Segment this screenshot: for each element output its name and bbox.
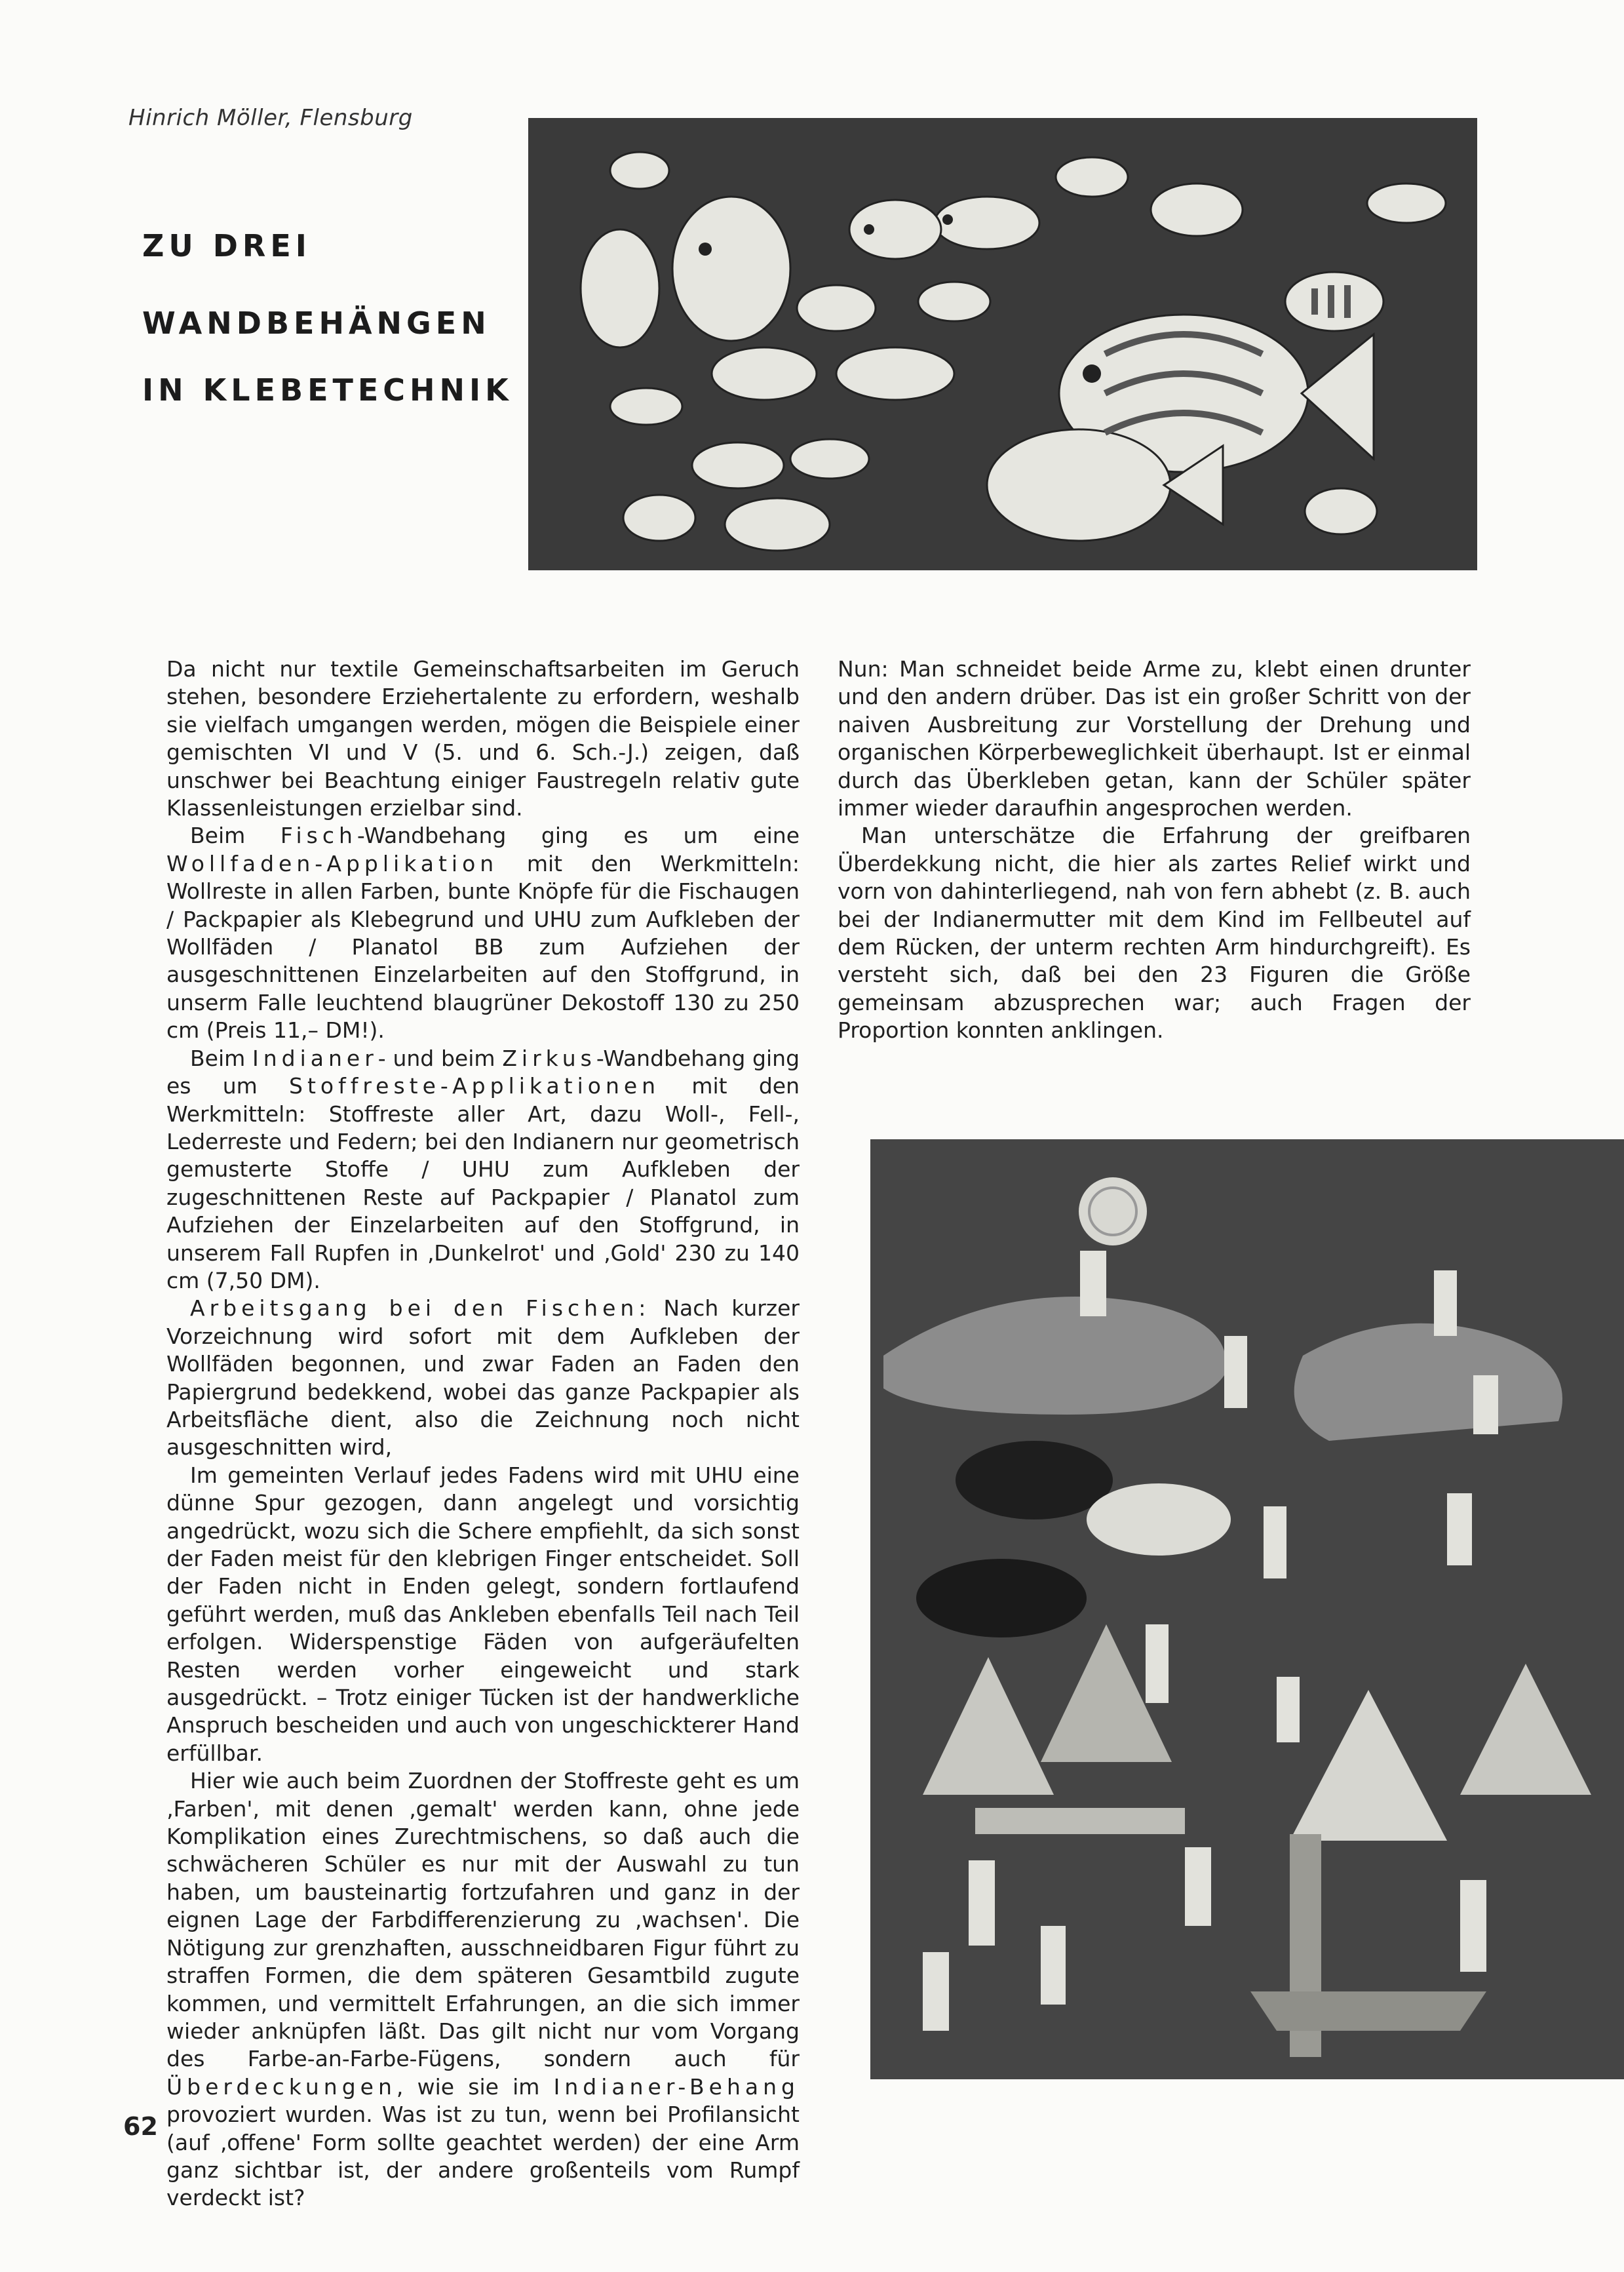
text-span: mit den Werkmitteln: Stoffreste aller Art, dazu Woll-, Fell-, Lederreste und Federn; bei den Indianern nur geometrisch gemusterte Stoffe / UHU zum Aufkleben der zugeschnittenen Reste auf Packpapier / Planatol zum Aufziehen der Einzelarbeiten auf den Stoffgrund, in unserem Fall Rupfen in ‚Dunkelrot' und ‚Gold' 230 zu 140 cm (7,50 DM). — [166, 1073, 800, 1293]
spaced-term: Arbeitsgang bei den Fischen: — [190, 1295, 651, 1322]
paragraph-work-process — [166, 1295, 800, 1461]
title-line-2: WANDBEHÄNGEN — [142, 305, 491, 341]
author-line: Hinrich Möller, Flensburg — [128, 105, 413, 131]
fish-wallhanging-photo — [528, 118, 1477, 570]
title-line-1: ZU DREI — [142, 228, 311, 264]
page-number: 62 — [123, 2112, 158, 2141]
text-span: provoziert wurden. Was ist zu tun, wenn bei Profilansicht (auf ‚offene' Form sollte geachtet werden) der eine Arm ganz sichtbar ist, der andere großenteils vom Rumpf verdeckt ist? — [166, 2102, 800, 2211]
text-span: -Wandbehang ging es um eine — [357, 823, 800, 849]
text-span: Hier wie auch beim Zuordnen der Stoffreste geht es um ‚Farben', mit denen ‚gemalt' werden kann, ohne jede Komplikation eines Zurechtmischens, so daß auch die schwächeren Schüler es nur mit der Auswahl zu tun haben, um bausteinartig fortzufahren und ganz in der eignen Lage der Farbdifferenzierung zu ‚wachsen'. Die Nötigung zur grenzhaften, ausschneidbaren Figur führt zu straffen Formen, die dem späteren Gesamtbild zugute kommen, und vermittelt Erfahrungen, an die sich immer wieder anknüpfen läßt. Das gilt nicht nur vom Vorgang des Farbe-an-Farbe-Fügens, sondern auch für — [166, 1768, 800, 2072]
text-span: , wie sie im — [396, 2073, 554, 2100]
spaced-term: Stoffreste-Applikationen — [289, 1073, 661, 1099]
paragraph-fish-materials — [166, 822, 800, 1044]
paragraph-arms: Nun: Man schneidet beide Arme zu, klebt einen drunter und den andern drüber. Das ist ein großer Schritt von der naiven Ausbreitung zur Vorstellung der Drehung und organischen Körperbeweglichkeit überhaupt. Ist er einmal durch das Überkleben getan, kann der Schüler später immer wieder daraufhin angesprochen werden. — [838, 656, 1471, 821]
paragraph-indian-circus-materials — [166, 1045, 800, 1295]
spaced-term: Indianer — [252, 1045, 378, 1071]
paragraph-intro: Da nicht nur textile Gemeinschaftsarbeiten im Geruch stehen, besondere Erziehertalente zu erfordern, weshalb sie vielfach umgangen werden, mögen die Beispiele einer gemischten VI und V (5. und 6. Sch.-J.) zeigen, daß unschwer bei Beachtung einiger Faustregeln relativ gute Klassenleistungen erzielbar sind. — [166, 656, 800, 821]
title-line-3: IN KLEBETECHNIK — [142, 372, 513, 408]
spaced-term: Zirkus — [502, 1045, 596, 1071]
text-span: mit den Werkmitteln: Wollreste in allen Farben, bunte Knöpfe für die Fischaugen / Packpapier als Klebegrund und UHU zum Aufkleben der Wollfäden / Planatol BB zum Aufziehen der ausgeschnittenen Einzelarbeiten auf den Stoffgrund, in unserm Falle leuchtend blaugrüner Dekostoff 130 zu 250 cm (Preis 11,– DM!). — [166, 850, 800, 1044]
indian-wallhanging-photo — [870, 1139, 1624, 2079]
spaced-term: Indianer-Behang — [553, 2073, 800, 2100]
spaced-term: Überdeckungen — [166, 2073, 396, 2100]
text-span: - und beim — [377, 1045, 503, 1071]
paragraph-colors — [166, 1767, 800, 2212]
spaced-term: Wollfaden-Applikation — [166, 850, 499, 876]
left-text-column — [166, 656, 800, 2212]
right-text-column — [838, 656, 1471, 1045]
text-span: Beim — [190, 1045, 253, 1071]
spaced-term: Fisch — [280, 823, 357, 849]
paragraph-glue-technique: Im gemeinten Verlauf jedes Fadens wird mit UHU eine dünne Spur gezogen, dann angelegt und vorsichtig angedrückt, wozu sich die Schere empfiehlt, da sich sonst der Faden meist für den klebrigen Finger entscheidet. Soll der Faden nicht in Enden gelegt, sondern fortlaufend geführt werden, muß das Ankleben ebenfalls Teil nach Teil erfolgen. Widerspenstige Fäden von aufgeräufelten Resten werden vorher eingeweicht und stark ausgedrückt. – Trotz einiger Tücken ist der handwerkliche Anspruch bescheiden und auch von ungeschickterer Hand erfüllbar. — [166, 1462, 800, 1766]
paragraph-overlap: Man unterschätze die Erfahrung der greifbaren Überdekkung nicht, die hier als zartes Relief wirkt und vorn von dahinterliegend, nah von fern abhebt (z. B. auch bei der Indianermutter mit dem Kind im Fellbeutel auf dem Rücken, der unterm rechten Arm hindurchgreift). Es versteht sich, daß bei den 23 Figuren die Größe gemeinsam abzusprechen war; auch Fragen der Proportion konnten anklingen. — [838, 823, 1471, 1044]
text-span: Nach kurzer Vorzeichnung wird sofort mit dem Aufkleben der Wollfäden begonnen, und zwar Faden an Faden den Papiergrund bedekkend, wobei das ganze Packpapier als Arbeitsfläche dient, also die Zeichnung noch nicht ausgeschnitten wird, — [166, 1295, 800, 1460]
text-span: -Wandbehang ging es um — [166, 1045, 800, 1099]
text-span: Beim — [190, 823, 280, 849]
